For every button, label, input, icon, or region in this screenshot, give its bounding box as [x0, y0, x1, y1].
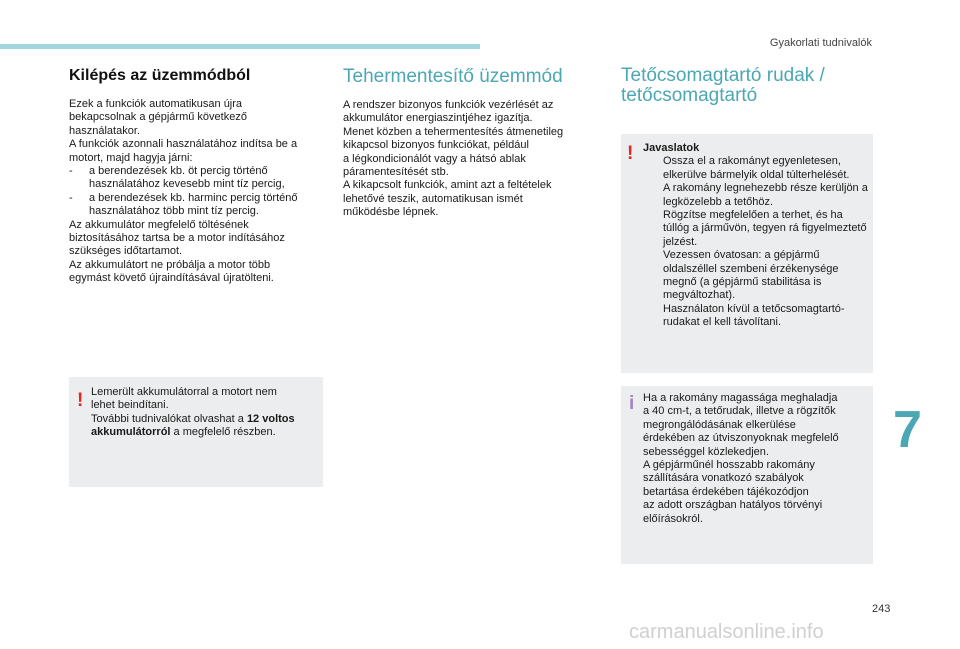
heading-line: tetőcsomagtartó — [621, 85, 758, 106]
warning-bold-ref: akkumulátorról — [91, 426, 171, 439]
dash-marker: - — [69, 165, 73, 178]
battery-warning-box — [69, 377, 323, 487]
list-item — [643, 155, 869, 182]
info-box — [621, 386, 873, 564]
body-line: egymást követő újraindításával újratölteni. — [69, 272, 274, 285]
body-line: akkumulátor energiaszintjéhez igazítja. — [343, 112, 533, 125]
list-item-text: Vezessen óvatosan: a gépjármű oldalszéllel szembeni érzékenysége megnő (a gépjármű stabilitása is megváltozhat). — [663, 249, 839, 302]
load-shedding-heading: Tehermentesítő üzemmód — [343, 66, 563, 87]
info-text — [643, 392, 869, 526]
body-line: A kikapcsolt funkciók, amint azt a feltételek — [343, 179, 552, 192]
dash-marker: - — [69, 191, 73, 204]
body-line: kikapcsol bizonyos funkciókat, például — [343, 139, 529, 152]
heading-line: Tetőcsomagtartó rudak / — [621, 65, 825, 86]
body-line: páramentesítését stb. — [343, 166, 449, 179]
bullet-icon — [643, 209, 663, 249]
body-line: a légkondicionálót vagy a hátsó ablak — [343, 152, 526, 165]
warning-text-part: a megfelelő részben. — [170, 426, 276, 439]
info-line: érdekében az útviszonyoknak megfelelő — [643, 432, 839, 445]
header-accent-bar — [0, 44, 480, 49]
page-number: 243 — [872, 603, 891, 615]
bullet-icon — [643, 182, 663, 209]
info-line: megrongálódásának elkerülése — [643, 418, 796, 431]
body-line: használatakor. — [69, 124, 140, 137]
body-line: szükséges időtartamot. — [69, 245, 183, 258]
info-line: Ha a rakomány magassága meghaladja — [643, 392, 838, 404]
load-shedding-section — [343, 66, 603, 220]
warning-text-part: További tudnivalókat olvashat a — [91, 412, 247, 425]
body-line: Az akkumulátor megfelelő töltésének — [69, 218, 249, 231]
info-line: A gépjárműnél hosszabb rakomány — [643, 459, 815, 472]
bullet-icon — [643, 249, 663, 303]
exit-mode-section — [69, 66, 323, 286]
body-line: Menet közben a tehermentesítés átmenetileg — [343, 125, 564, 138]
list-item-text: Rögzítse megfelelően a terhet, és ha túllóg a járművön, tegyen rá figyelmeztető jelzést. — [663, 209, 867, 248]
list-item — [643, 182, 869, 209]
warning-line: lehet beindítani. — [91, 399, 169, 412]
warning-line — [91, 413, 319, 426]
body-line: lehetővé teszik, automatikusan ismét — [343, 192, 523, 205]
list-item-text: a berendezések kb. öt percig történő használatához kevesebb mint tíz percig, — [89, 165, 285, 191]
list-item-text: Ossza el a rakományt egyenletesen, elkerülve bármelyik oldal túlterhelését. — [663, 155, 850, 181]
body-line: Ezek a funkciók automatikusan újra — [69, 98, 243, 110]
info-icon: i — [629, 393, 635, 414]
warning-icon: ! — [77, 390, 84, 411]
list-item — [69, 165, 323, 192]
body-line: A rendszer bizonyos funkciók vezérlését az — [343, 99, 554, 111]
body-line: működésbe lépnek. — [343, 206, 439, 219]
list-item — [69, 192, 323, 219]
info-line: szállítására vonatkozó szabályok — [643, 472, 804, 485]
list-item — [643, 303, 869, 330]
body-line: motort, majd hagyja járni: — [69, 151, 193, 164]
body-line: bekapcsolnak a gépjármű következő — [69, 111, 247, 124]
list-item-text: a berendezések kb. harminc percig történő használatához több mint tíz percig. — [89, 191, 298, 218]
list-item-text: Használaton kívül a tetőcsomagtartó-rudakat el kell távolítani. — [663, 302, 845, 329]
info-line: betartása érdekében tájékozódjon — [643, 485, 809, 498]
warning-icon: ! — [627, 143, 634, 164]
exit-mode-heading: Kilépés az üzemmódból — [69, 67, 251, 84]
bullet-icon — [643, 303, 663, 330]
section-title: Gyakorlati tudnivalók — [769, 37, 872, 49]
watermark: carmanualsonline.info — [629, 621, 824, 643]
info-line: a 40 cm-t, a tetőrudak, illetve a rögzítők — [643, 405, 836, 418]
roof-bars-section — [621, 66, 881, 106]
info-line: sebességgel közlekedjen. — [643, 445, 769, 458]
battery-warning-text — [91, 386, 319, 440]
advice-title: Javaslatok — [643, 142, 700, 154]
warning-line: Lemerült akkumulátorral a motort nem — [91, 386, 277, 398]
exit-mode-body — [69, 98, 323, 286]
list-item — [643, 249, 869, 303]
load-shedding-body — [343, 99, 603, 220]
warning-bold-ref: 12 voltos — [246, 412, 295, 425]
roof-bars-heading — [621, 66, 881, 106]
info-line: előírásokról. — [643, 512, 703, 525]
list-item-text: A rakomány legnehezebb része kerüljön a legközelebb a tetőhöz. — [663, 182, 868, 208]
warning-line — [91, 426, 319, 439]
chapter-number: 7 — [893, 401, 922, 459]
list-item — [643, 209, 869, 249]
advice-text — [643, 142, 869, 330]
bullet-icon — [643, 155, 663, 182]
advice-box — [621, 134, 873, 373]
info-line: az adott országban hatályos törvényi — [643, 499, 823, 512]
body-line: A funkciók azonnali használatához indítsa be a — [69, 138, 298, 151]
body-line: Az akkumulátort ne próbálja a motor több — [69, 258, 271, 271]
body-line: biztosításához tartsa be a motor indításához — [69, 232, 285, 245]
